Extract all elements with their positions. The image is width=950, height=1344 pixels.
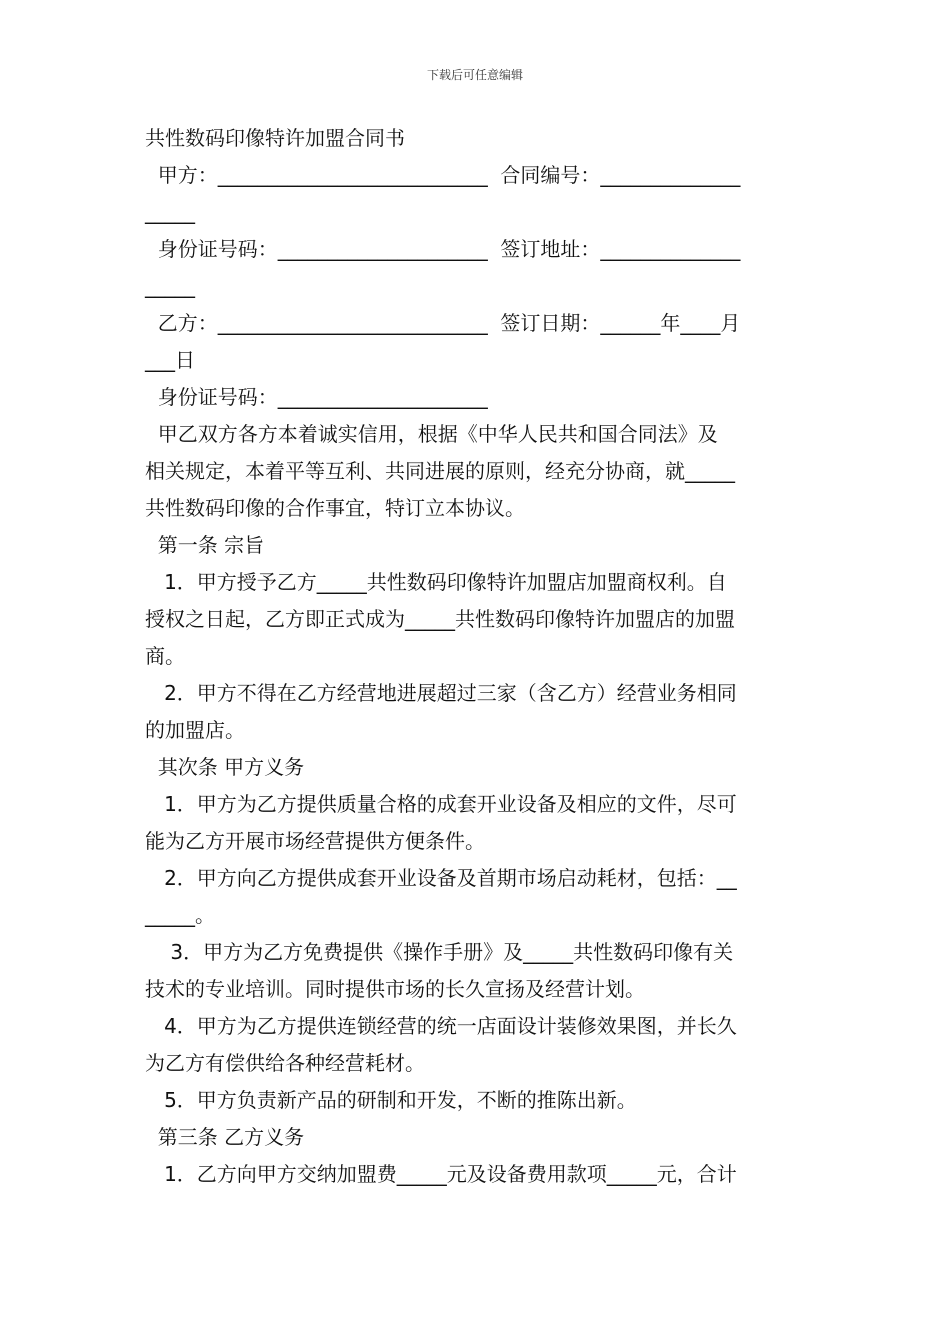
page-header-note: 下载后可任意编辑 <box>426 68 523 82</box>
article-2-heading: 其次条 甲方义务 <box>145 755 305 779</box>
article-2-clause-1-line-1: 1．甲方为乙方提供质量合格的成套开业设备及相应的文件，尽可 <box>145 792 737 816</box>
article-2-clause-4-line-2: 为乙方有偿供给各种经营耗材。 <box>145 1051 425 1075</box>
article-2-clause-5: 5．甲方负责新产品的研制和开发，不断的推陈出新。 <box>145 1088 637 1112</box>
article-3-heading: 第三条 乙方义务 <box>145 1125 305 1149</box>
article-2-clause-3-line-1: 3．甲方为乙方免费提供《操作手册》及_____共性数码印像有关 <box>145 940 734 964</box>
article-1-clause-1-line-2: 授权之日起，乙方即正式成为_____共性数码印像特许加盟店的加盟 <box>145 607 735 631</box>
article-2-clause-3-line-2: 技术的专业培训。同时提供市场的长久宣扬及经营计划。 <box>145 977 645 1001</box>
party-b-line-cont: ___日 <box>145 348 195 372</box>
preamble-line-3: 共性数码印像的合作事宜，特订立本协议。 <box>145 496 525 520</box>
party-b-line: 乙方：___________________________ 签订日期：______年____月 <box>145 311 741 335</box>
party-a-id-line: 身份证号码：_____________________ 签订地址：______________ <box>145 237 741 261</box>
article-1-clause-1-line-1: 1．甲方授予乙方_____共性数码印像特许加盟店加盟商权利。自 <box>145 570 727 594</box>
article-2-clause-2-line-1: 2．甲方向乙方提供成套开业设备及首期市场启动耗材，包括：__ <box>145 866 737 890</box>
article-1-heading: 第一条 宗旨 <box>145 533 265 557</box>
article-2-clause-1-line-2: 能为乙方开展市场经营提供方便条件。 <box>145 829 485 853</box>
party-b-id-line: 身份证号码：_____________________ <box>145 385 488 409</box>
contract-document <box>145 120 807 1193</box>
preamble-line-2: 相关规定，本着平等互利、共同进展的原则，经充分协商，就_____ <box>145 459 735 483</box>
party-a-id-line-cont: _____ <box>145 274 195 298</box>
article-1-clause-2-line-1: 2．甲方不得在乙方经营地进展超过三家（含乙方）经营业务相同 <box>145 681 737 705</box>
article-1-clause-2-line-2: 的加盟店。 <box>145 718 245 742</box>
article-3-clause-1-line-1: 1．乙方向甲方交纳加盟费_____元及设备费用款项_____元，合计 <box>145 1162 737 1186</box>
article-2-clause-2-line-2: _____。 <box>145 903 215 927</box>
contract-title: 共性数码印像特许加盟合同书 <box>145 126 405 150</box>
article-1-clause-1-line-3: 商。 <box>145 644 185 668</box>
party-a-line-cont: _____ <box>145 200 195 224</box>
article-2-clause-4-line-1: 4．甲方为乙方提供连锁经营的统一店面设计装修效果图，并长久 <box>145 1014 737 1038</box>
party-a-line: 甲方：___________________________ 合同编号：______________ <box>145 163 741 187</box>
preamble-line-1: 甲乙双方各方本着诚实信用，根据《中华人民共和国合同法》及 <box>145 422 718 446</box>
